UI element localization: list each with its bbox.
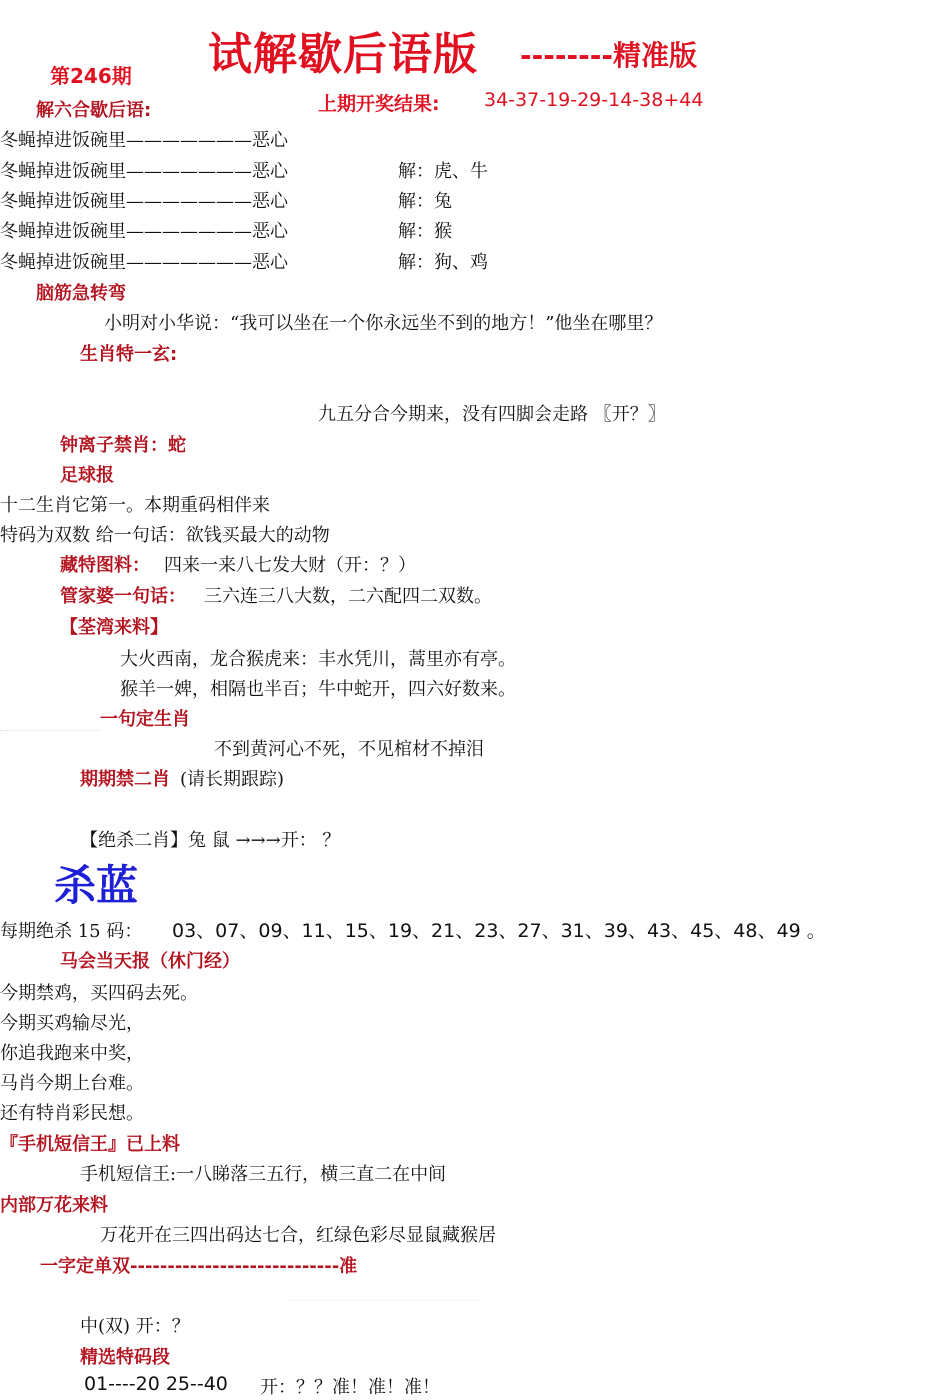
issue-number: 第246期: [50, 64, 132, 88]
zhongli-label: 钟离子禁肖：蛇: [60, 435, 186, 456]
sms-text: 手机短信王:一八睇落三五行，横三直二在中间: [80, 1164, 447, 1185]
quanwan-line-1: 大火西南，龙合猴虎来：丰水凭川，蒿里亦有亭。: [120, 649, 516, 670]
kill-15-label: 每期绝杀 15 码：: [0, 921, 143, 942]
one-sentence-heading: 一句定生肖: [100, 709, 190, 730]
quanwan-line-2: 猴羊一婢，相隔也半百；牛中蛇开，四六好数来。: [120, 679, 516, 700]
special-tail: 开：？？准！准！准！: [260, 1377, 440, 1398]
sms-heading: 『手机短信王』已上料: [0, 1134, 180, 1155]
single-double-text: 中(双) 开：？: [80, 1316, 190, 1337]
horse-report-line: 今期禁鸡，买四码去死。: [0, 983, 198, 1004]
zodiac-heading: 生肖特一玄:: [80, 344, 178, 365]
horse-report-line: 今期买鸡输尽光，: [0, 1013, 144, 1034]
quanwan-heading: 【荃湾来料】: [60, 617, 168, 638]
riddle-line: 冬蝇掉进饭碗里———————恶心: [0, 252, 288, 273]
kill-15-numbers: 03、07、09、11、15、19、21、23、27、31、39、43、45、48、49 。: [172, 920, 826, 942]
title-suffix: --------精准版: [520, 39, 697, 72]
riddle-answer: 解：猴: [398, 221, 452, 242]
butler-text: 三六连三八大数，二六配四二双数。: [204, 586, 492, 607]
brain-teaser-text: 小明对小华说：“我可以坐在一个你永远坐不到的地方！”他坐在哪里？: [104, 313, 663, 334]
riddle-line: 冬蝇掉进饭碗里———————恶心: [0, 221, 288, 242]
football-line-2: 特码为双数 给一句话：欲钱买最大的动物: [0, 525, 330, 546]
wanhua-heading: 内部万花来料: [0, 1195, 108, 1216]
page-title: 试解歇后语版: [208, 29, 478, 80]
kill-blue-text: 杀蓝: [54, 861, 139, 910]
special-heading: 精选特码段: [80, 1347, 170, 1368]
riddle-answer: 解：虎、牛: [398, 161, 488, 182]
divider: [290, 1300, 480, 1301]
riddle-line: 冬蝇掉进饭碗里———————恶心: [0, 191, 288, 212]
hidden-picture-text: 四来一来八七发大财（开：？）: [164, 555, 416, 576]
wanhua-text: 万花开在三四出码达七合，红绿色彩尽显鼠藏猴居: [100, 1225, 496, 1246]
ban-two-note: (请长期跟踪): [180, 769, 285, 790]
riddle-answer: 解：狗、鸡: [398, 252, 488, 273]
riddle-line: 冬蝇掉进饭碗里———————恶心: [0, 130, 288, 151]
riddle-heading: 解六合歇后语:: [36, 100, 152, 121]
riddle-answer: 解：兔: [398, 191, 452, 212]
zodiac-text: 九五分合今期来，没有四脚会走路 〖开？〗: [318, 404, 666, 425]
football-heading: 足球报: [60, 465, 114, 486]
last-result-label: 上期开奖结果:: [318, 93, 440, 115]
divider: [0, 730, 100, 731]
one-sentence-text: 不到黄河心不死，不见棺材不掉泪: [214, 739, 484, 760]
brain-teaser-heading: 脑筋急转弯: [36, 283, 126, 304]
hidden-picture-label: 藏特图料：: [60, 555, 150, 576]
ban-two-label: 期期禁二肖: [80, 769, 170, 790]
kill-two-text: 【绝杀二肖】兔 鼠 →→→开： ？: [80, 830, 341, 851]
butler-label: 管家婆一句话：: [60, 586, 186, 607]
single-double-heading: 一字定单双----------------------------准: [40, 1256, 358, 1277]
horse-report-line: 马肖今期上台难。: [0, 1073, 144, 1094]
special-ranges: 01----20 25--40: [84, 1373, 228, 1395]
last-result-value: 34-37-19-29-14-38+44: [484, 89, 704, 111]
horse-report-line: 你追我跑来中奖，: [0, 1043, 144, 1064]
horse-report-heading: 马会当天报（休门经）: [60, 951, 240, 972]
riddle-line: 冬蝇掉进饭碗里———————恶心: [0, 161, 288, 182]
horse-report-line: 还有特肖彩民想。: [0, 1103, 144, 1124]
football-line-1: 十二生肖它第一。本期重码相伴来: [0, 495, 270, 516]
